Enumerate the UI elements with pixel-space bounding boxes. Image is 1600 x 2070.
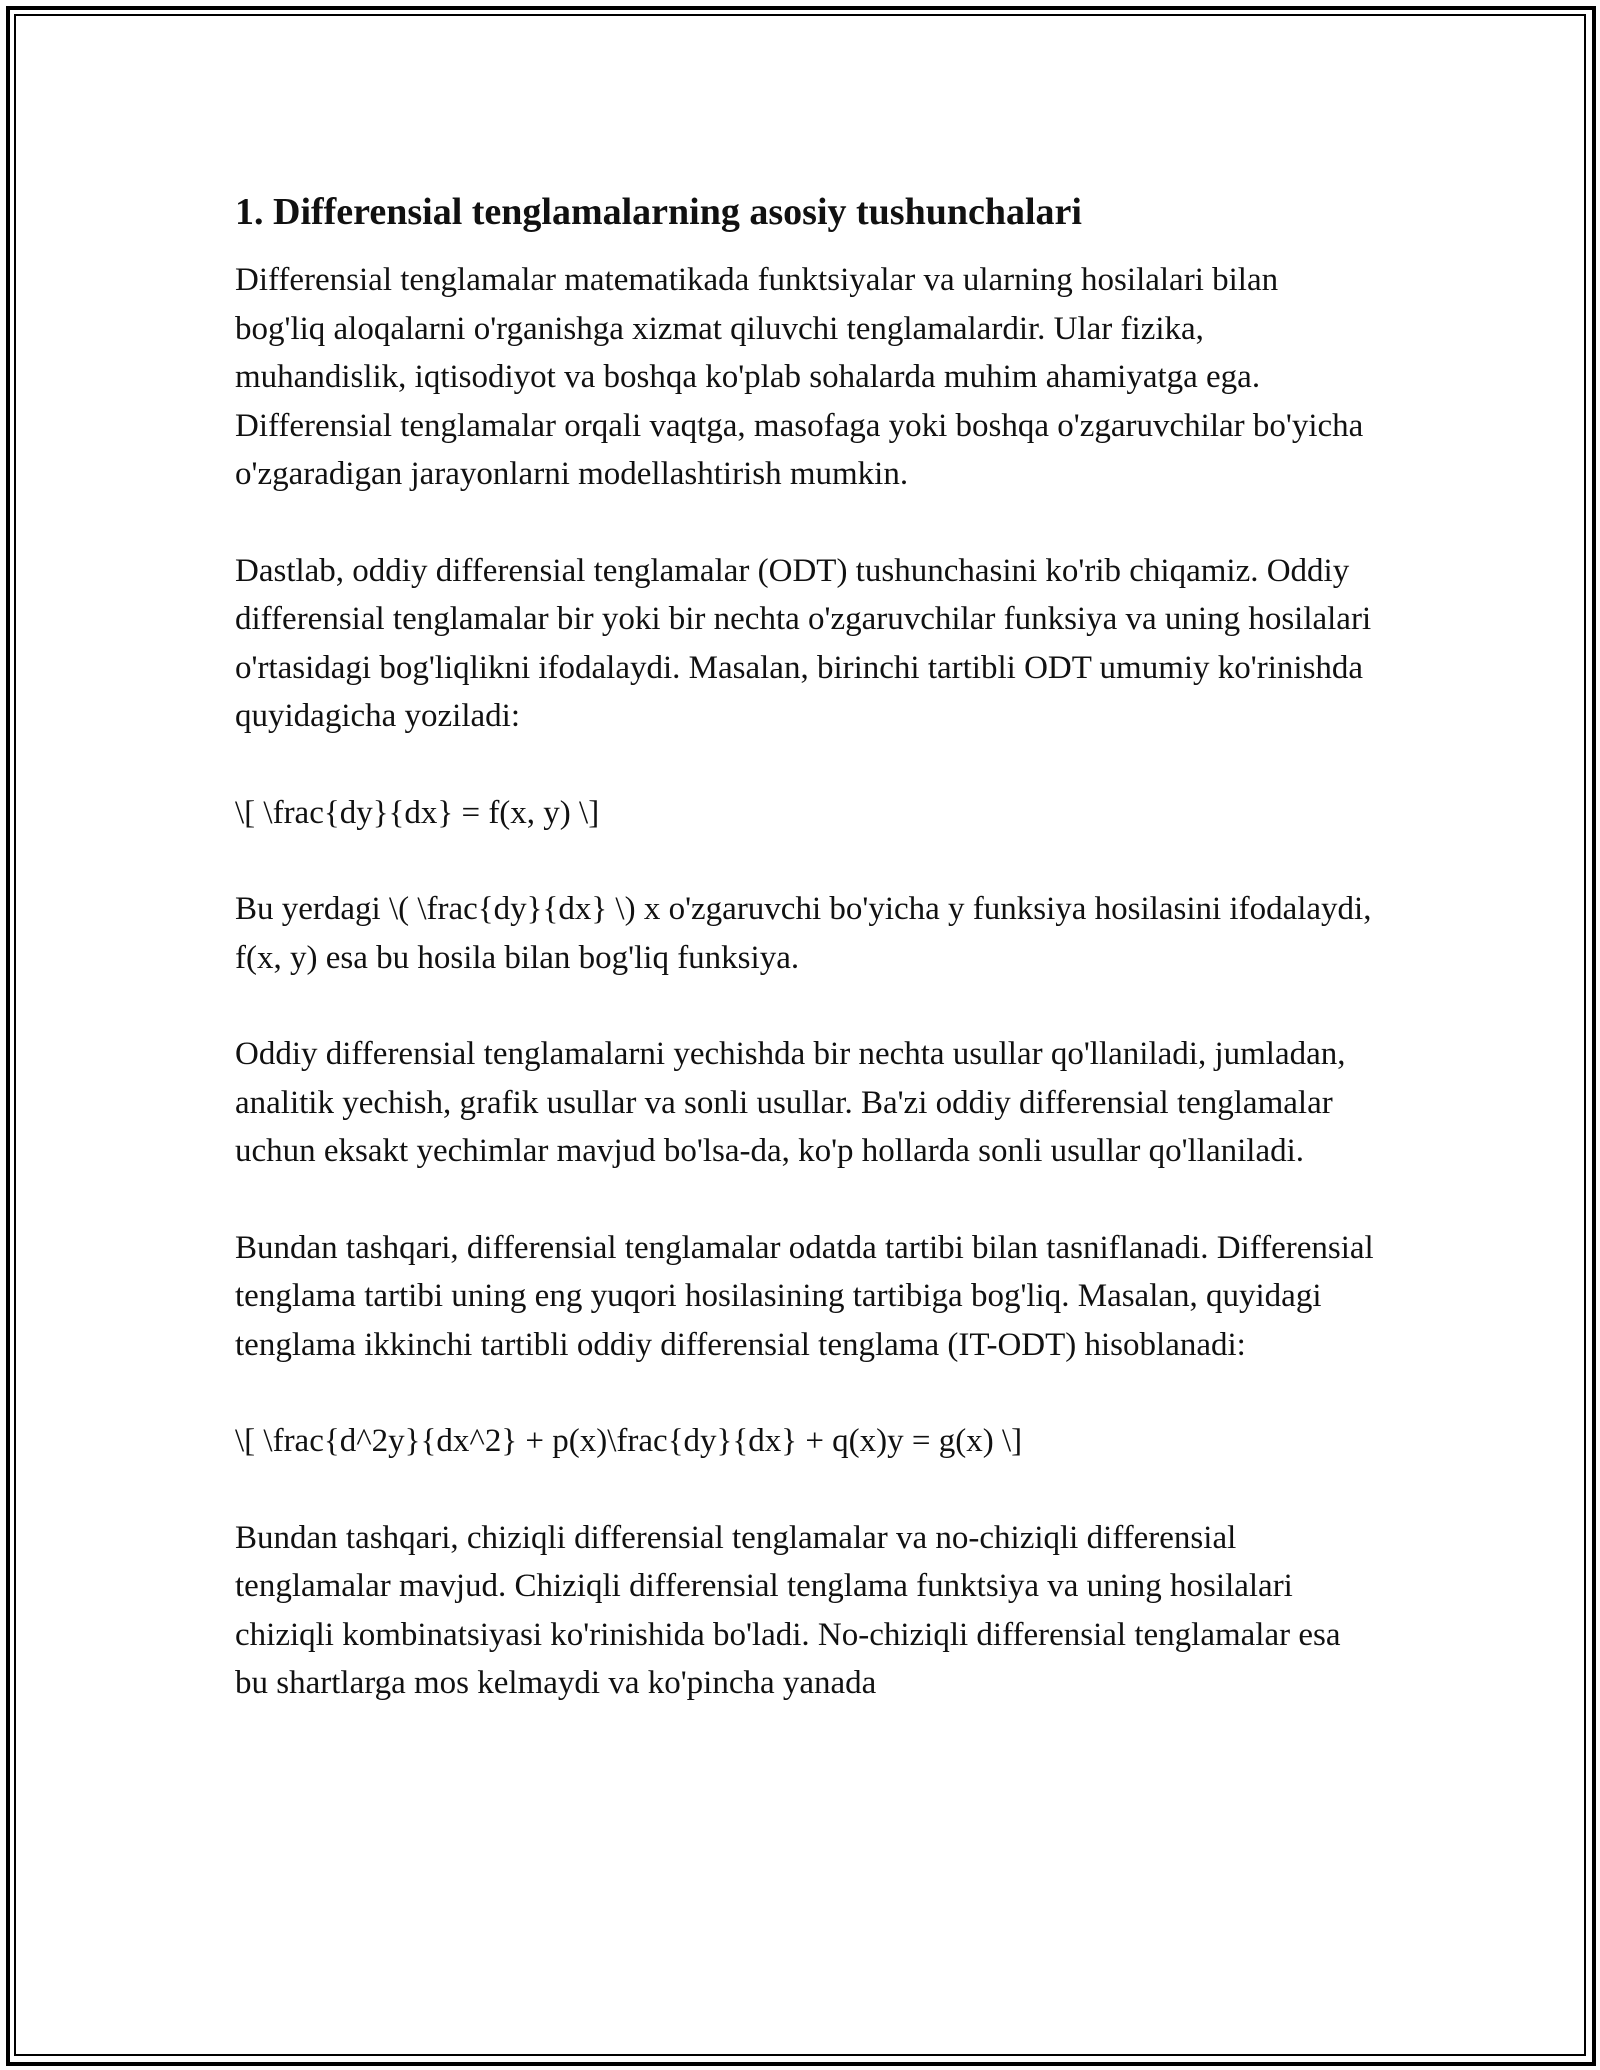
paragraph-order-classification: Bundan tashqari, differensial tenglamalar odatda tartibi bilan tasniflanadi. Differensial tenglama tartibi uning eng yuqori hosilasining tartibiga bog'liq. Masalan, quyidagi tenglama ikkinchi tartibli oddiy differensial tenglama (IT-ODT) hisoblanadi: (235, 1229, 1374, 1363)
formula-second-order-odt: \[ \frac{d^2y}{dx^2} + p(x)\frac{dy}{dx} + q(x)y = g(x) \] (235, 1423, 1023, 1459)
paragraph-derivative-explanation: Bu yerdagi \( \frac{dy}{dx} \) x o'zgaruvchi bo'yicha y funksiya hosilasini ifodalaydi, f(x, y) esa bu hosila bilan bog'liq funksiya. (235, 891, 1372, 976)
paragraph-intro: Differensial tenglamalar matematikada funktsiyalar va ularning hosilalari bilan bog'liq aloqalarni o'rganishga xizmat qiluvchi tenglamalardir. Ular fizika, muhandislik, iqtisodiyot va boshqa ko'plab sohalarda muhim ahamiyatga ega. Differensial tenglamalar orqali vaqtga, masofaga yoki boshqa o'zgaruvchilar bo'yicha o'zgaradigan jarayonlarni modellashtirish mumkin. (235, 262, 1364, 492)
document-body (235, 186, 1375, 1756)
paragraph-solution-methods: Oddiy differensial tenglamalarni yechishda bir nechta usullar qo'llaniladi, jumladan, analitik yechish, grafik usullar va sonli usullar. Ba'zi oddiy differensial tenglamalar uchun eksakt yechimlar mavjud bo'lsa-da, ko'p hollarda sonli usullar qo'llaniladi. (235, 1036, 1346, 1169)
formula-first-order-odt: \[ \frac{dy}{dx} = f(x, y) \] (235, 794, 600, 831)
paragraph-linear-nonlinear: Bundan tashqari, chiziqli differensial tenglamalar va no-chiziqli differensial tenglamalar mavjud. Chiziqli differensial tenglama funktsiya va uning hosilalari chiziqli kombinatsiyasi ko'rinishida bo'ladi. No-chiziqli differensial tenglamalar esa bu shartlarga mos kelmaydi va ko'pincha yanada (235, 1519, 1341, 1701)
paragraph-odt-concept: Dastlab, oddiy differensial tenglamalar (ODT) tushunchasini ko'rib chiqamiz. Oddiy differensial tenglamalar bir yoki bir nechta o'zgaruvchilar funksiya va uning hosilalari o'rtasidagi bog'liqlikni ifodalaydi. Masalan, birinchi tartibli ODT umumiy ko'rinishda quyidagicha yoziladi: (235, 552, 1372, 734)
section-title: 1. Differensial tenglamalarning asosiy tushunchalari (235, 191, 1082, 233)
